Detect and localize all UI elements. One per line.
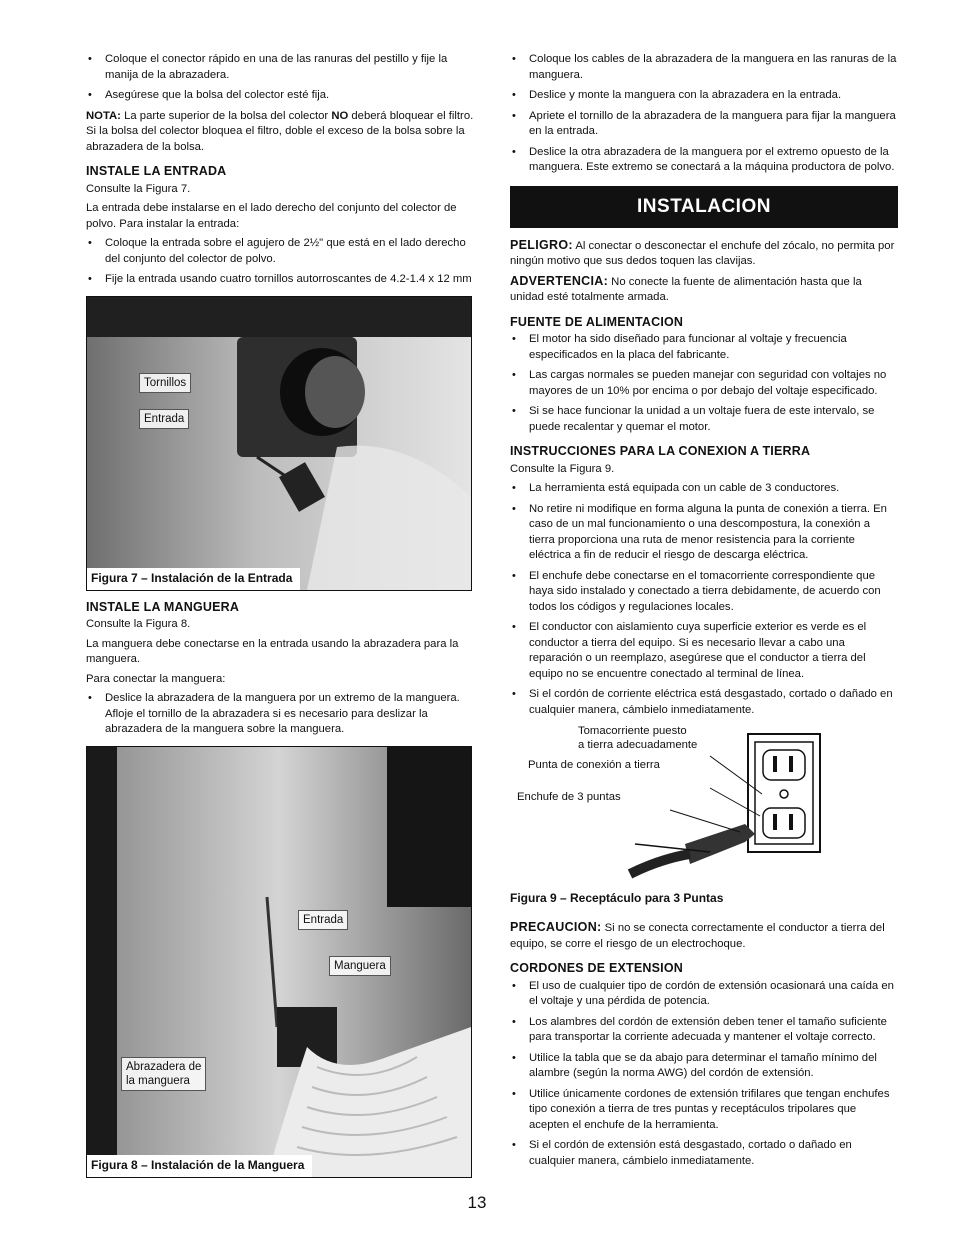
list-item: • Los alambres del cordón de extensión deben tener el tamaño suficiente para transportar la corriente adecuada y mantener el voltaje correcto. [510,1015,898,1046]
tierra-bullets [510,481,898,718]
peligro-text: Al conectar o desconectar el enchufe del zócalo, no permita por ningún motivo que sus dedos toquen las clavijas. [510,239,895,267]
figure-7-caption: Figura 7 – Instalación de la Entrada [87,568,300,590]
list-item: • Si el cordón de corriente eléctrica está desgastado, cortado o dañado en cualquier manera, cámbielo inmediatamente. [510,687,898,718]
list-item: • Si se hace funcionar la unidad a un voltaje fuera de este intervalo, se puede recalentar y quemar el motor. [510,404,898,435]
list-item: • Coloque la entrada sobre el agujero de 2½" que está en el lado derecho del conjunto del colector de polvo. [86,236,474,267]
callout-entrada: Entrada [139,409,189,429]
entrada-intro: La entrada debe instalarse en el lado derecho del conjunto del colector de polvo. Para instalar la entrada: [86,202,457,230]
figure-7 [86,296,472,591]
entrada-ref: Consulte la Figura 7. [86,182,191,195]
list-item: • La herramienta está equipada con un cable de 3 conductores. [510,481,898,497]
extension-heading: CORDONES DE EXTENSION [510,961,683,975]
list-item: • Asegúrese que la bolsa del colector esté fija. [86,88,474,104]
list-item: • Coloque los cables de la abrazadera de la manguera en las ranuras de la manguera. [510,52,898,83]
list-item: • Apriete el tornillo de la abrazadera de la manguera para fijar la manguera en la entrada. [510,109,898,140]
label-enchufe: Enchufe de 3 puntas [517,791,621,803]
callout-manguera: Manguera [329,956,391,976]
right-column [510,52,898,1174]
list-item: • Deslice la abrazadera de la manguera por un extremo de la manguera. Afloje el tornillo de la abrazadera si es necesario para deslizar la abrazadera de la manguera sobre la manguera. [86,691,474,738]
advertencia-label: ADVERTENCIA: [510,273,609,288]
entrada-heading: INSTALE LA ENTRADA [86,164,227,178]
list-item: • Coloque el conector rápido en una de las ranuras del pestillo y fije la manija de la abrazadera. [86,52,474,83]
figure-9-caption: Figura 9 – Receptáculo para 3 Puntas [510,890,724,905]
fuente-bullets [510,332,898,435]
page-number: 13 [467,1193,487,1212]
manguera-intro: La manguera debe conectarse en la entrada usando la abrazadera para la manguera. [86,637,459,665]
tierra-heading: INSTRUCCIONES PARA LA CONEXION A TIERRA [510,444,811,458]
list-item: • Fije la entrada usando cuatro tornillos autorroscantes de 4.2-1.4 x 12 mm [86,272,474,288]
intro-bullets-left [86,52,474,104]
advertencia-paragraph [510,274,898,306]
callout-abrazadera [121,1057,206,1091]
figure-7-photo [87,297,471,590]
list-item: • Las cargas normales se pueden manejar con seguridad con voltajes no mayores de un 10% por encima o por debajo del voltaje especificado. [510,368,898,399]
instalacion-banner: INSTALACION [510,186,898,228]
nota-paragraph [86,109,474,156]
callout-tornillos: Tornillos [139,373,191,393]
left-column [86,52,474,1186]
callout-abrazadera-line-2: la manguera [126,1074,190,1087]
peligro-paragraph [510,238,898,270]
nota-text-after: deberá bloquear el filtro. Si la bolsa del colector bloquea el filtro, doble el exceso de la bolsa sobre la abrazadera de la bolsa. [86,109,474,153]
list-item: • El uso de cualquier tipo de cordón de extensión ocasionará una caída en el voltaje y una pérdida de potencia. [510,979,898,1010]
list-item: • No retire ni modifique en forma alguna la punta de conexión a tierra. En caso de un mal funcionamiento o una descompostura, la conexión a tierra proporciona una ruta de menor resistencia para la corriente eléctrica a fin de reducir el riesgo de descarga eléctrica. [510,502,898,564]
outlet-plug-illustration [510,724,898,914]
intro-bullets-right [510,52,898,176]
peligro-label: PELIGRO: [510,237,573,252]
precaucion-label: PRECAUCION: [510,920,602,934]
fuente-heading: FUENTE DE ALIMENTACION [510,314,684,329]
list-item: • Si el cordón de extensión está desgastado, cortado o dañado en cualquier manera, cámbielo inmediatamente. [510,1138,898,1169]
advertencia-text: No conecte la fuente de alimentación hasta que la unidad esté totalmente armada. [510,275,862,303]
callout-entrada: Entrada [298,910,348,930]
nota-bold: NO [331,109,349,122]
label-tomacorriente-1: Tomacorriente puesto [578,725,687,737]
tierra-ref: Consulte la Figura 9. [510,462,615,475]
list-item: • El motor ha sido diseñado para funcionar al voltaje y frecuencia especificados en la placa del fabricante. [510,332,898,363]
nota-text-before: La parte superior de la bolsa del colector [124,109,332,122]
extension-bullets [510,979,898,1170]
list-item: • Deslice la otra abrazadera de la manguera por el extremo opuesto de la manguera. Este extremo se conectará a la máquina productora de polvo. [510,145,898,176]
label-tomacorriente-2: a tierra adecuadamente [578,739,698,751]
list-item: • El enchufe debe conectarse en el tomacorriente correspondiente que haya sido instalado y conectado a tierra debidamente, de acuerdo con todos los códigos y regulaciones locales. [510,569,898,616]
figure-8-caption: Figura 8 – Instalación de la Manguera [87,1155,312,1177]
manguera-intro2: Para conectar la manguera: [86,672,226,685]
label-punta: Punta de conexión a tierra [528,759,660,771]
manguera-heading: INSTALE LA MANGUERA [86,599,240,614]
precaucion-text: Si no se conecta correctamente el conductor a tierra del equipo, se corre el riesgo de un electrochoque. [510,922,885,950]
list-item: • Deslice y monte la manguera con la abrazadera en la entrada. [510,88,898,104]
list-item: • Utilice la tabla que se da abajo para determinar el tamaño mínimo del alambre (según la norma AWG) del cordón de extensión. [510,1051,898,1082]
entrada-bullets [86,236,474,288]
figure-9 [510,724,898,914]
figure-8-photo [87,747,471,1177]
list-item: • El conductor con aislamiento cuya superficie exterior es verde es el conductor a tierra del equipo. Si es necesario llevar a cabo una reparación o un reemplazo, asegúrese que el conductor a tierra del equipo no se encuentre conectado al terminal de línea. [510,620,898,682]
list-item: • Utilice únicamente cordones de extensión trifilares que tengan enchufes tipo conexión a tierra de tres puntas y receptáculos tripolares que acepten el enchufe de la herramienta. [510,1087,898,1134]
manguera-ref: Consulte la Figura 8. [86,618,191,630]
callout-abrazadera-line-1: Abrazadera de [126,1060,202,1073]
nota-label: NOTA: [86,109,121,122]
manguera-bullets [86,691,474,738]
precaucion-paragraph [510,920,898,952]
figure-8 [86,746,472,1178]
